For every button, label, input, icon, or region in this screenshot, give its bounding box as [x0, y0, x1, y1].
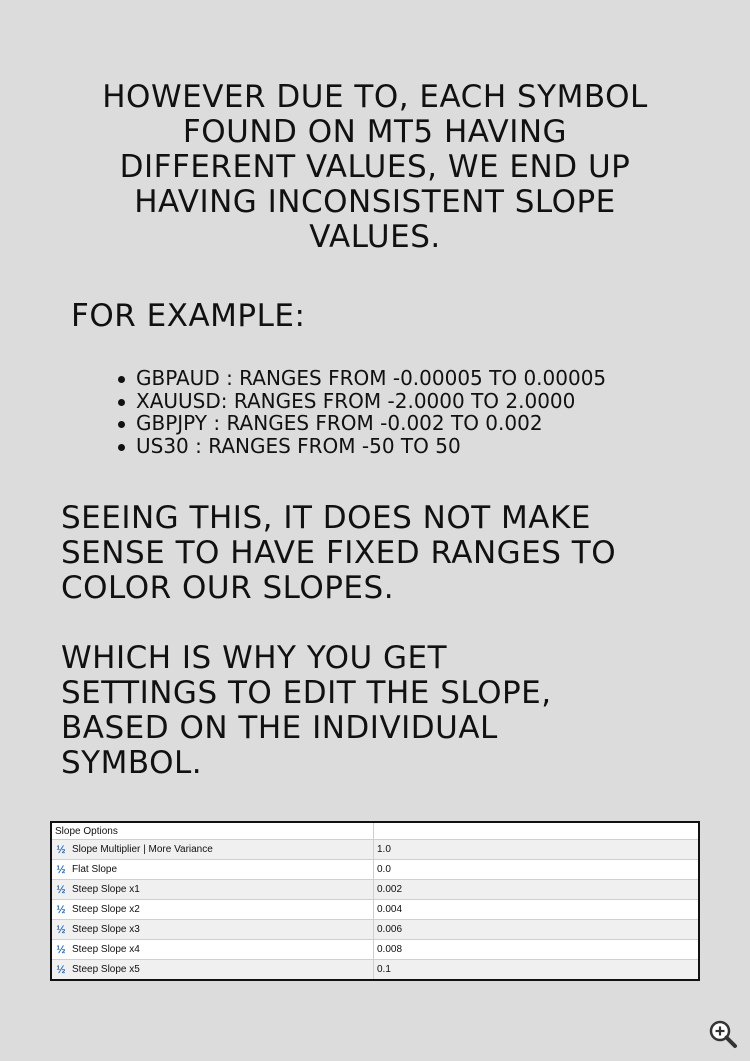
example-list: [118, 367, 606, 457]
slope-options-table: [50, 821, 700, 981]
list-item: US30 : RANGES FROM -50 TO 50: [118, 435, 606, 458]
heading-line: DIFFERENT VALUES, WE END UP: [119, 149, 631, 185]
paragraph-settings: [61, 641, 552, 781]
paragraph-line: SENSE TO HAVE FIXED RANGES TO: [61, 535, 617, 571]
heading-text: [0, 80, 750, 255]
heading-line: VALUES.: [309, 219, 441, 255]
setting-name: Slope Multiplier | More Variance: [72, 844, 213, 855]
list-item: GBPAUD : RANGES FROM -0.00005 TO 0.00005: [118, 367, 606, 390]
table-row[interactable]: [52, 859, 698, 879]
table-row[interactable]: [52, 939, 698, 959]
one-half-icon: ½: [56, 843, 66, 856]
setting-value[interactable]: 0.002: [377, 884, 403, 895]
one-half-icon: ½: [56, 963, 66, 976]
setting-value[interactable]: 0.008: [377, 944, 403, 955]
heading-line: HOWEVER DUE TO, EACH SYMBOL: [102, 79, 648, 115]
one-half-icon: ½: [56, 883, 66, 896]
paragraph-line: WHICH IS WHY YOU GET: [61, 640, 448, 676]
one-half-icon: ½: [56, 923, 66, 936]
list-item: XAUUSD: RANGES FROM -2.0000 TO 2.0000: [118, 390, 606, 413]
zoom-in-icon[interactable]: [708, 1019, 738, 1049]
paragraph-line: BASED ON THE INDIVIDUAL: [61, 710, 498, 746]
setting-value[interactable]: 0.006: [377, 924, 403, 935]
setting-name: Flat Slope: [72, 864, 118, 875]
setting-name: Steep Slope x4: [72, 944, 140, 955]
setting-name: Steep Slope x2: [72, 904, 140, 915]
one-half-icon: ½: [56, 903, 66, 916]
one-half-icon: ½: [56, 943, 66, 956]
one-half-icon: ½: [56, 863, 66, 876]
paragraph-fixed-ranges: [61, 501, 616, 606]
paragraph-line: SEEING THIS, IT DOES NOT MAKE: [61, 500, 591, 536]
table-header-label: Slope Options: [52, 823, 374, 839]
setting-name: Steep Slope x5: [72, 964, 140, 975]
table-header-row: [52, 823, 698, 839]
setting-value[interactable]: 0.0: [377, 864, 391, 875]
setting-name: Steep Slope x3: [72, 924, 140, 935]
setting-value[interactable]: 0.004: [377, 904, 403, 915]
table-row[interactable]: [52, 919, 698, 939]
list-item: GBPJPY : RANGES FROM -0.002 TO 0.002: [118, 412, 606, 435]
table-header-value: [374, 823, 698, 839]
paragraph-line: COLOR OUR SLOPES.: [61, 570, 395, 606]
table-row[interactable]: [52, 839, 698, 859]
table-row[interactable]: [52, 899, 698, 919]
setting-value[interactable]: 1.0: [377, 844, 391, 855]
setting-value[interactable]: 0.1: [377, 964, 391, 975]
table-row[interactable]: [52, 879, 698, 899]
paragraph-line: SYMBOL.: [61, 745, 203, 781]
setting-name: Steep Slope x1: [72, 884, 140, 895]
heading-line: FOUND ON MT5 HAVING: [182, 114, 568, 150]
example-label: FOR EXAMPLE:: [71, 298, 306, 334]
table-row[interactable]: [52, 959, 698, 979]
heading-line: HAVING INCONSISTENT SLOPE: [134, 184, 616, 220]
paragraph-line: SETTINGS TO EDIT THE SLOPE,: [61, 675, 552, 711]
